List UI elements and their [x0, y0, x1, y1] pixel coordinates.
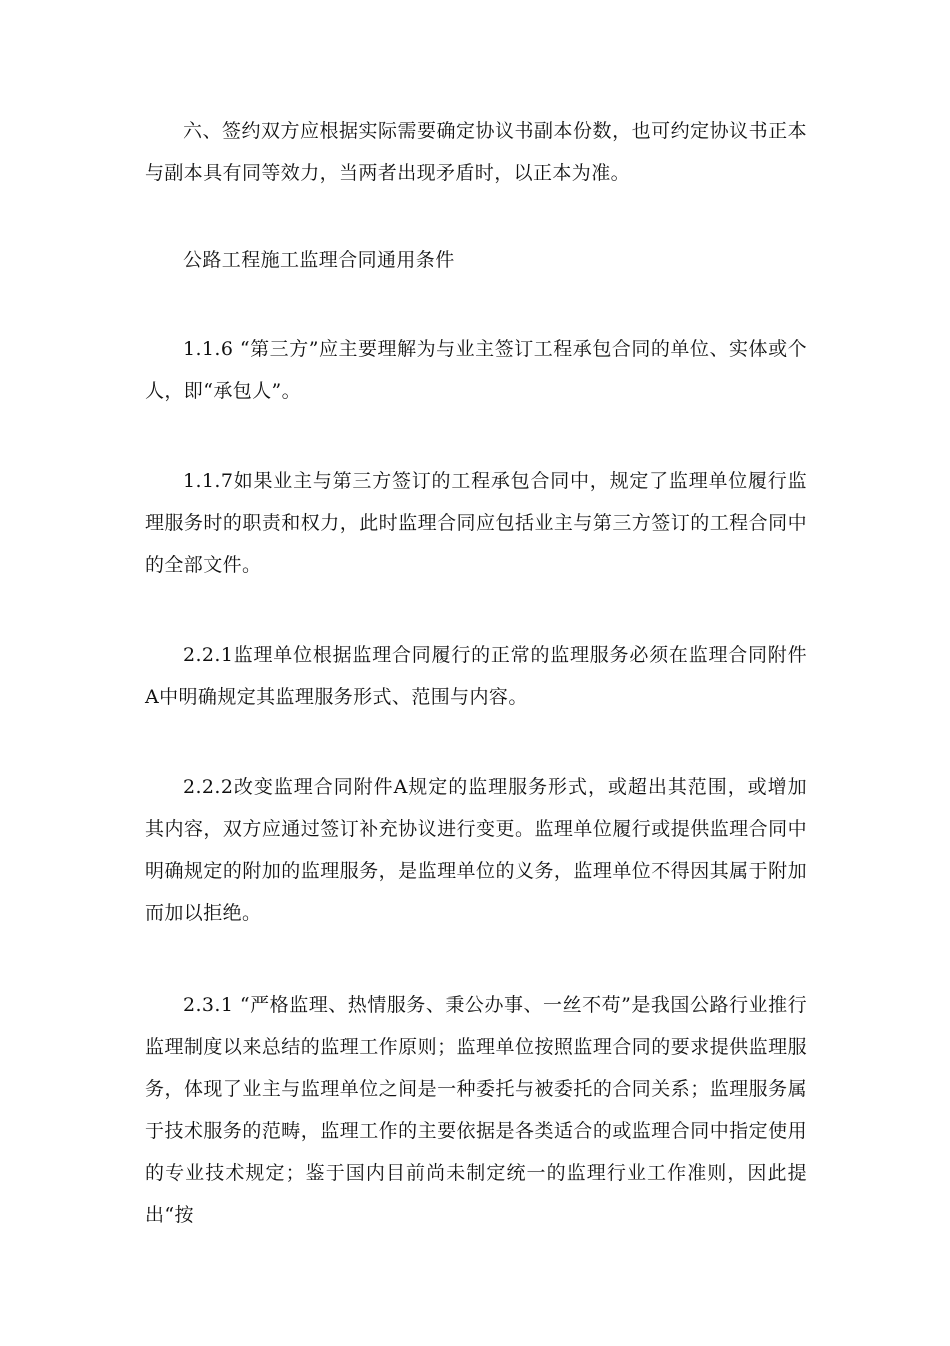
- paragraph-clause-2-3-1: 2.3.1 “严格监理、热情服务、秉公办事、一丝不苟”是我国公路行业推行监理制度以来总结的监理工作原则；监理单位按照监理合同的要求提供监理服务，体现了业主与监理单位之间是一种委托与被委托的合同关系；监理服务属于技术服务的范畴，监理工作的主要依据是各类适合的或监理合同中指定使用的专业技术规定；鉴于国内目前尚未制定统一的监理行业工作准则，因此提出“按: [145, 994, 807, 1226]
- paragraph-clause-1-1-6: 1.1.6 “第三方”应主要理解为与业主签订工程承包合同的单位、实体或个人，即“承包人”。: [145, 338, 807, 402]
- paragraph-clause-2-2-1: 2.2.1监理单位根据监理合同履行的正常的监理服务必须在监理合同附件A中明确规定其监理服务形式、范围与内容。: [145, 644, 807, 708]
- paragraph-article-6: 六、签约双方应根据实际需要确定协议书副本份数，也可约定协议书正本与副本具有同等效力，当两者出现矛盾时，以正本为准。: [145, 120, 807, 184]
- paragraph-clause-2-2-2: 2.2.2改变监理合同附件A规定的监理服务形式，或超出其范围，或增加其内容，双方应通过签订补充协议进行变更。监理单位履行或提供监理合同中明确规定的附加的监理服务，是监理单位的义务，监理单位不得因其属于附加而加以拒绝。: [145, 776, 807, 924]
- section-heading: 公路工程施工监理合同通用条件: [183, 249, 455, 271]
- paragraph-clause-1-1-7: 1.1.7如果业主与第三方签订的工程承包合同中，规定了监理单位履行监理服务时的职责和权力，此时监理合同应包括业主与第三方签订的工程合同中的全部文件。: [145, 470, 807, 576]
